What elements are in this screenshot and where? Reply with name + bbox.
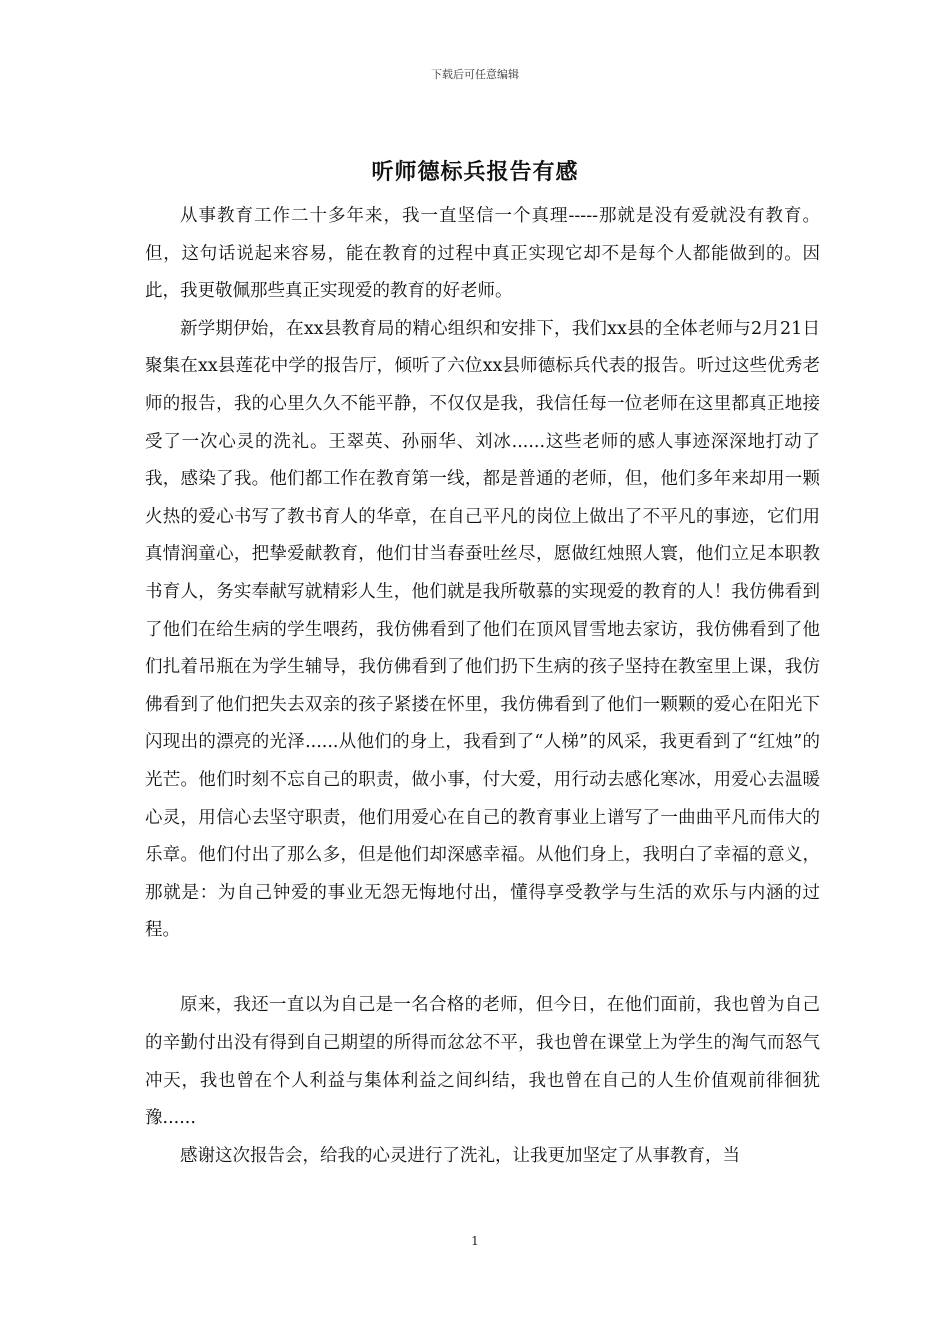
header-note: 下载后可任意编辑 <box>431 68 519 81</box>
document-body <box>145 198 820 1175</box>
page-number: 1 <box>471 1234 479 1248</box>
paragraph-2: 新学期伊始，在xx县教育局的精心组织和安排下，我们xx县的全体老师与2月21日聚集在xx县莲花中学的报告厅，倾听了六位xx县师德标兵代表的报告。听过这些优秀老师的报告，我的心里久久不能平静，不仅仅是我，我信任每一位老师在这里都真正地接受了一次心灵的洗礼。王翠英、孙丽华、刘冰......这些老师的感人事迹深深地打动了我，感染了我。他们都工作在教育第一线，都是普通的老师，但，他们多年来却用一颗火热的爱心书写了教书育人的华章，在自己平凡的岗位上做出了不平凡的事迹，它们用真情润童心，把挚爱献教育，他们甘当春蚕吐丝尽，愿做红烛照人寰，他们立足本职教书育人，务实奉献写就精彩人生，他们就是我所敬慕的实现爱的教育的人！我仿佛看到了他们在给生病的学生喂药，我仿佛看到了他们在顶风冒雪地去家访，我仿佛看到了他们扎着吊瓶在为学生辅导，我仿佛看到了他们扔下生病的孩子坚持在教室里上课，我仿佛看到了他们把失去双亲的孩子紧搂在怀里，我仿佛看到了他们一颗颗的爱心在阳光下闪现出的漂亮的光泽......从他们的身上，我看到了“人梯”的风采，我更看到了“红烛”的光芒。他们时刻不忘自己的职责，做小事，付大爱，用行动去感化寒冰，用爱心去温暖心灵，用信心去坚守职责，他们用爱心在自己的教育事业上谱写了一曲曲平凡而伟大的乐章。他们付出了那么多，但是他们却深感幸福。从他们身上，我明白了幸福的意义，那就是：为自己钟爱的事业无怨无悔地付出，懂得享受教学与生活的欢乐与内涵的过程。 <box>145 318 820 941</box>
paragraph-4: 感谢这次报告会，给我的心灵进行了洗礼，让我更加坚定了从事教育，当 <box>180 1145 740 1166</box>
paragraph-3: 原来，我还一直以为自己是一名合格的老师，但今日，在他们面前，我也曾为自己的辛勤付出没有得到自己期望的所得而忿忿不平，我也曾在课堂上为学生的淘气而怒气冲天，我也曾在个人利益与集体利益之间纠结，我也曾在自己的人生价值观前徘徊犹豫...... <box>145 995 820 1129</box>
paragraph-1: 从事教育工作二十多年来，我一直坚信一个真理-----那就是没有爱就没有教育。但，这句话说起来容易，能在教育的过程中真正实现它却不是每个人都能做到的。因此，我更敬佩那些真正实现爱的教育的好老师。 <box>145 206 820 302</box>
document-title: 听师德标兵报告有感 <box>371 159 579 185</box>
